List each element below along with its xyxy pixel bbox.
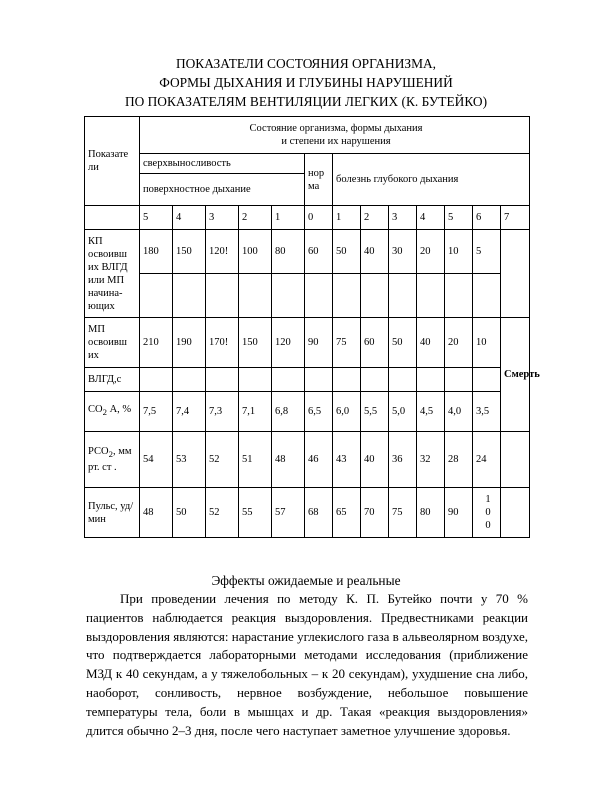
level-cell: 3 xyxy=(389,206,417,230)
value-cell: 52 xyxy=(206,488,239,538)
pco2-main: РСО xyxy=(88,445,109,457)
empty-cell xyxy=(272,368,305,392)
table-row-kp-cont xyxy=(85,274,530,318)
title-line-1: ПОКАЗАТЕЛИ СОСТОЯНИЯ ОРГАНИЗМА, xyxy=(175,56,437,71)
pco2-tail: , мм рт. ст . xyxy=(88,445,132,474)
value-cell: 90 xyxy=(445,488,473,538)
empty-cell xyxy=(361,274,389,318)
pco2-sub: 2 xyxy=(108,449,113,460)
value-cell: 5 xyxy=(473,230,501,274)
surface-header: поверхностное дыхание xyxy=(140,174,305,206)
value-cell: 10 xyxy=(473,318,501,368)
empty-cell xyxy=(173,274,206,318)
empty-cell xyxy=(501,432,530,488)
level-cell: 4 xyxy=(417,206,445,230)
value-cell: 4,0 xyxy=(445,392,473,432)
stacked-digit: 0 xyxy=(485,507,491,518)
row-label-mp: МП освоивш их xyxy=(85,318,140,368)
stacked-digit: 0 xyxy=(485,520,491,531)
value-cell: 4,5 xyxy=(417,392,445,432)
value-cell: 51 xyxy=(239,432,272,488)
value-cell: 7,3 xyxy=(206,392,239,432)
body-paragraph: При проведении лечения по методу К. П. Бутейко почти у 70 % пациентов наблюдается реакция выздоровления. Предвестниками реакции выздоровления являются: нарастание углекислого газа в альвеолярном воздухе, что подтверждается лабораторными методами исследования (приближение МЗД к 40 секундам, а у тяжелобольных – к 20 секундам), ухудшение сна либо, наоборот, сонливость, нервное возбуждение, небольшое повышение температуры тела, боли в мышцах и др. Такая «реакция выздоровления» длится обычно 2–3 дня, после чего наступает заметное улучшение здоровья. xyxy=(86,591,528,738)
level-cell: 7 xyxy=(501,206,530,230)
empty-cell xyxy=(206,368,239,392)
value-cell: 90 xyxy=(305,318,333,368)
value-cell: 170! xyxy=(206,318,239,368)
page-title xyxy=(60,54,552,111)
value-cell: 120! xyxy=(206,230,239,274)
value-cell: 75 xyxy=(389,488,417,538)
value-cell: 10 xyxy=(445,230,473,274)
value-cell: 46 xyxy=(305,432,333,488)
value-cell: 120 xyxy=(272,318,305,368)
value-cell: 80 xyxy=(417,488,445,538)
table-row-kp xyxy=(85,230,530,274)
value-cell: 80 xyxy=(272,230,305,274)
level-cell: 1 xyxy=(333,206,361,230)
value-cell-stacked xyxy=(473,488,501,538)
empty-cell xyxy=(417,368,445,392)
level-cell: 5 xyxy=(140,206,173,230)
empty-cell xyxy=(333,274,361,318)
value-cell: 40 xyxy=(361,432,389,488)
empty-cell xyxy=(473,368,501,392)
table-row-pulse xyxy=(85,488,530,538)
value-cell: 6,8 xyxy=(272,392,305,432)
param-header: Показате ли xyxy=(85,117,140,206)
value-cell: 190 xyxy=(173,318,206,368)
death-cell: Смерть xyxy=(501,318,530,432)
value-cell: 20 xyxy=(445,318,473,368)
empty-cell xyxy=(445,368,473,392)
value-cell: 75 xyxy=(333,318,361,368)
value-cell: 53 xyxy=(173,432,206,488)
value-cell: 70 xyxy=(361,488,389,538)
state-header xyxy=(140,117,530,154)
section-title: Эффекты ожидаемые и реальные xyxy=(211,573,401,588)
value-cell: 60 xyxy=(361,318,389,368)
empty-cell xyxy=(501,488,530,538)
level-cell: 5 xyxy=(445,206,473,230)
hyper-header: сверхвыносливость xyxy=(140,154,305,174)
value-cell: 150 xyxy=(173,230,206,274)
title-line-3: ПО ПОКАЗАТЕЛЯМ ВЕНТИЛЯЦИИ ЛЕГКИХ (К. БУТЕЙКО) xyxy=(124,94,488,109)
table-row-pco2 xyxy=(85,432,530,488)
table-row-mp xyxy=(85,318,530,368)
table-row-vlgd xyxy=(85,368,530,392)
value-cell: 65 xyxy=(333,488,361,538)
value-cell: 210 xyxy=(140,318,173,368)
co2-sub: 2 xyxy=(102,407,107,418)
value-cell: 48 xyxy=(140,488,173,538)
empty-cell xyxy=(305,368,333,392)
value-cell: 55 xyxy=(239,488,272,538)
value-cell: 43 xyxy=(333,432,361,488)
value-cell: 6,5 xyxy=(305,392,333,432)
level-cell: 0 xyxy=(305,206,333,230)
state-header-line-2: и степени их нарушения xyxy=(281,136,391,147)
empty-cell xyxy=(417,274,445,318)
norm-header: нор ма xyxy=(305,154,333,206)
empty-cell xyxy=(473,274,501,318)
row-label-pco2 xyxy=(85,432,140,488)
level-cell: 4 xyxy=(173,206,206,230)
value-cell: 6,0 xyxy=(333,392,361,432)
level-cell: 6 xyxy=(473,206,501,230)
value-cell: 36 xyxy=(389,432,417,488)
value-cell: 150 xyxy=(239,318,272,368)
value-cell: 5,0 xyxy=(389,392,417,432)
row-label-co2 xyxy=(85,392,140,432)
value-cell: 40 xyxy=(417,318,445,368)
value-cell: 54 xyxy=(140,432,173,488)
value-cell: 28 xyxy=(445,432,473,488)
value-cell: 180 xyxy=(140,230,173,274)
stacked-digit: 1 xyxy=(485,494,491,505)
value-cell: 52 xyxy=(206,432,239,488)
row-label-vlgd: ВЛГД,с xyxy=(85,368,140,392)
value-cell: 57 xyxy=(272,488,305,538)
value-cell: 30 xyxy=(389,230,417,274)
empty-cell xyxy=(305,274,333,318)
empty-cell xyxy=(501,230,530,318)
empty-cell xyxy=(140,368,173,392)
empty-cell xyxy=(389,368,417,392)
state-header-line-1: Состояние организма, формы дыхания xyxy=(249,123,423,134)
levels-row xyxy=(85,206,530,230)
title-line-2: ФОРМЫ ДЫХАНИЯ И ГЛУБИНЫ НАРУШЕНИЙ xyxy=(159,75,453,90)
value-cell: 20 xyxy=(417,230,445,274)
empty-cell xyxy=(272,274,305,318)
empty-cell xyxy=(239,274,272,318)
levels-blank xyxy=(85,206,140,230)
value-cell: 100 xyxy=(239,230,272,274)
value-cell: 68 xyxy=(305,488,333,538)
disease-header: болезнь глубокого дыхания xyxy=(333,154,530,206)
empty-cell xyxy=(389,274,417,318)
value-cell: 50 xyxy=(389,318,417,368)
co2-tail: А, % xyxy=(106,404,132,416)
level-cell: 2 xyxy=(361,206,389,230)
empty-cell xyxy=(445,274,473,318)
value-cell: 48 xyxy=(272,432,305,488)
empty-cell xyxy=(206,274,239,318)
empty-cell xyxy=(239,368,272,392)
level-cell: 2 xyxy=(239,206,272,230)
empty-cell xyxy=(361,368,389,392)
value-cell: 5,5 xyxy=(361,392,389,432)
co2-main: СО xyxy=(88,404,103,416)
level-cell: 3 xyxy=(206,206,239,230)
value-cell: 24 xyxy=(473,432,501,488)
empty-cell xyxy=(333,368,361,392)
indicators-table xyxy=(84,116,540,538)
level-cell: 1 xyxy=(272,206,305,230)
value-cell: 40 xyxy=(361,230,389,274)
value-cell: 7,4 xyxy=(173,392,206,432)
value-cell: 60 xyxy=(305,230,333,274)
value-cell: 50 xyxy=(173,488,206,538)
row-label-pulse: Пульс, уд/мин xyxy=(85,488,140,538)
value-cell: 7,5 xyxy=(140,392,173,432)
row-label-kp: КП освоивш их ВЛГД или МП начина- ющих xyxy=(85,230,140,318)
empty-cell xyxy=(173,368,206,392)
table-row-co2 xyxy=(85,392,530,432)
value-cell: 7,1 xyxy=(239,392,272,432)
value-cell: 50 xyxy=(333,230,361,274)
empty-cell xyxy=(140,274,173,318)
value-cell: 32 xyxy=(417,432,445,488)
value-cell: 3,5 xyxy=(473,392,501,432)
